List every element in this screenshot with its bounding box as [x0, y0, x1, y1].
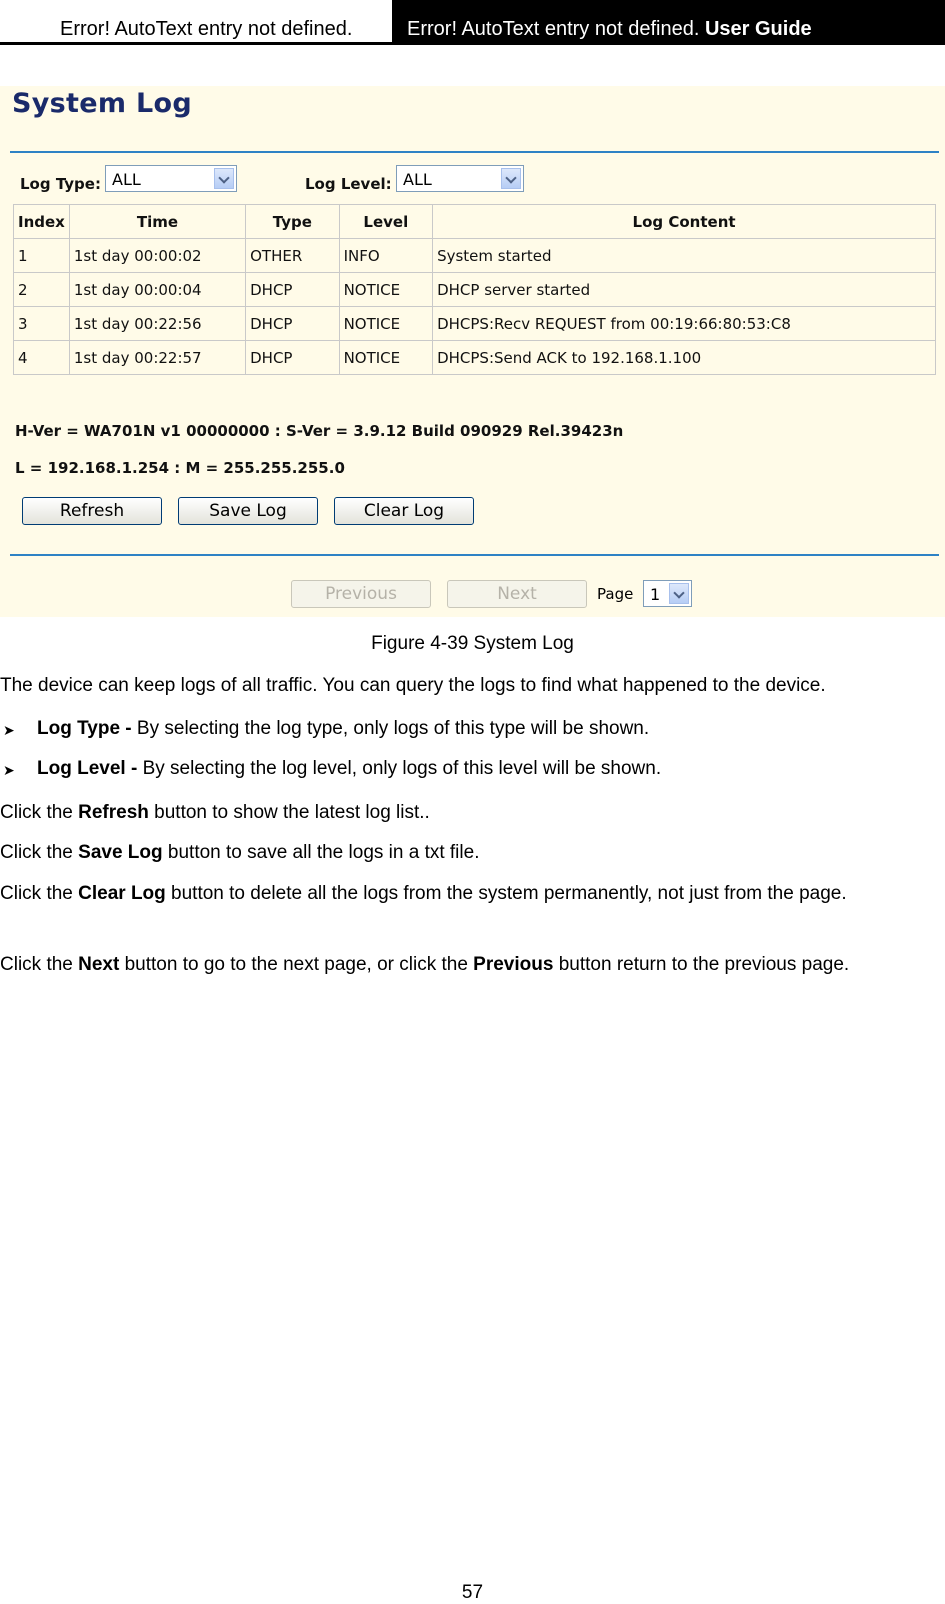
cell-time: 1st day 00:00:02	[69, 239, 245, 273]
header-right-prefix: Error! AutoText entry not defined.	[407, 18, 700, 40]
refresh-text: button to show the latest log list..	[148, 802, 430, 823]
previous-button[interactable]: Previous	[291, 580, 431, 608]
clear-log-text: button to delete all the logs from the system permanently, not just from the page.	[165, 883, 847, 904]
bullet-log-level-text: By selecting the log level, only logs of this level will be shown.	[137, 758, 662, 779]
column-header-time: Time	[69, 205, 245, 239]
clear-log-button[interactable]: Clear Log	[334, 497, 474, 525]
click-the-text: Click the	[0, 954, 79, 975]
column-header-level: Level	[339, 205, 433, 239]
page-select[interactable]	[643, 580, 692, 607]
cell-type: DHCP	[246, 341, 339, 375]
clear-log-bold: Clear Log	[78, 883, 166, 904]
cell-level: NOTICE	[339, 341, 433, 375]
cell-type: OTHER	[246, 239, 339, 273]
bullet-log-level	[37, 758, 661, 780]
table-row	[14, 307, 936, 341]
table-row	[14, 273, 936, 307]
cell-index: 3	[14, 307, 70, 341]
cell-level: INFO	[339, 239, 433, 273]
arrow-bullet-icon: ➤	[3, 722, 15, 738]
cell-time: 1st day 00:22:56	[69, 307, 245, 341]
refresh-paragraph	[0, 801, 945, 824]
column-header-index: Index	[14, 205, 70, 239]
chevron-down-icon[interactable]	[214, 168, 234, 189]
save-log-bold: Save Log	[78, 842, 163, 863]
refresh-bold: Refresh	[78, 802, 149, 823]
column-header-log-content: Log Content	[433, 205, 936, 239]
log-level-value: ALL	[403, 170, 432, 189]
ip-info: L = 192.168.1.254 : M = 255.255.255.0	[15, 459, 345, 477]
log-type-label: Log Type:	[20, 175, 101, 193]
table-row	[14, 341, 936, 375]
page-header	[0, 0, 945, 45]
cell-type: DHCP	[246, 273, 339, 307]
next-bold: Next	[78, 954, 120, 975]
refresh-button[interactable]: Refresh	[22, 497, 162, 525]
cell-level: NOTICE	[339, 273, 433, 307]
intro-paragraph: The device can keep logs of all traffic. You can query the logs to find what happened to the device.	[0, 675, 826, 696]
page-number: 57	[461, 1582, 484, 1603]
header-user-guide: User Guide	[704, 18, 812, 40]
log-table	[13, 204, 936, 375]
next-text: button to go to the next page, or click the	[119, 954, 474, 975]
cell-time: 1st day 00:00:04	[69, 273, 245, 307]
column-header-type: Type	[246, 205, 339, 239]
figure-caption: Figure 4-39 System Log	[371, 633, 574, 654]
log-type-value: ALL	[112, 170, 141, 189]
bullet-log-type-bold: Log Type -	[37, 718, 132, 739]
previous-bold: Previous	[473, 954, 554, 975]
bottom-divider	[10, 554, 939, 556]
page-value: 1	[650, 585, 661, 604]
cell-log-content: DHCPS:Send ACK to 192.168.1.100	[433, 341, 936, 375]
log-level-select[interactable]	[396, 165, 524, 192]
save-log-text: button to save all the logs in a txt file.	[162, 842, 480, 863]
log-type-select[interactable]	[105, 165, 237, 192]
chevron-down-icon[interactable]	[669, 583, 689, 604]
cell-level: NOTICE	[339, 307, 433, 341]
save-log-paragraph	[0, 841, 945, 864]
next-previous-paragraph	[0, 953, 945, 976]
log-level-label: Log Level:	[305, 175, 392, 193]
title-divider	[10, 151, 939, 153]
next-button[interactable]: Next	[447, 580, 587, 608]
cell-time: 1st day 00:22:57	[69, 341, 245, 375]
system-log-screenshot	[0, 86, 945, 617]
cell-log-content: DHCPS:Recv REQUEST from 00:19:66:80:53:C8	[433, 307, 936, 341]
clear-log-paragraph	[0, 882, 945, 905]
click-the-text: Click the	[0, 802, 79, 823]
cell-index: 2	[14, 273, 70, 307]
previous-text: button return to the previous page.	[553, 954, 850, 975]
click-the-text: Click the	[0, 842, 79, 863]
cell-type: DHCP	[246, 307, 339, 341]
cell-log-content: System started	[433, 239, 936, 273]
save-log-button[interactable]: Save Log	[178, 497, 318, 525]
cell-log-content: DHCP server started	[433, 273, 936, 307]
bullet-log-type-text: By selecting the log type, only logs of this type will be shown.	[131, 718, 650, 739]
click-the-text: Click the	[0, 883, 79, 904]
chevron-down-icon[interactable]	[501, 168, 521, 189]
panel-title: System Log	[12, 88, 192, 119]
cell-index: 1	[14, 239, 70, 273]
cell-index: 4	[14, 341, 70, 375]
table-header-row	[14, 205, 936, 239]
header-right-text	[407, 17, 812, 41]
bullet-log-level-bold: Log Level -	[37, 758, 138, 779]
header-left-text: Error! AutoText entry not defined.	[60, 18, 353, 40]
version-info: H-Ver = WA701N v1 00000000 : S-Ver = 3.9.12 Build 090929 Rel.39423n	[15, 422, 624, 440]
arrow-bullet-icon: ➤	[3, 762, 15, 778]
header-right-block	[392, 0, 945, 45]
page-label: Page	[597, 585, 634, 603]
bullet-log-type	[37, 718, 649, 740]
header-rule	[0, 42, 392, 45]
table-row	[14, 239, 936, 273]
